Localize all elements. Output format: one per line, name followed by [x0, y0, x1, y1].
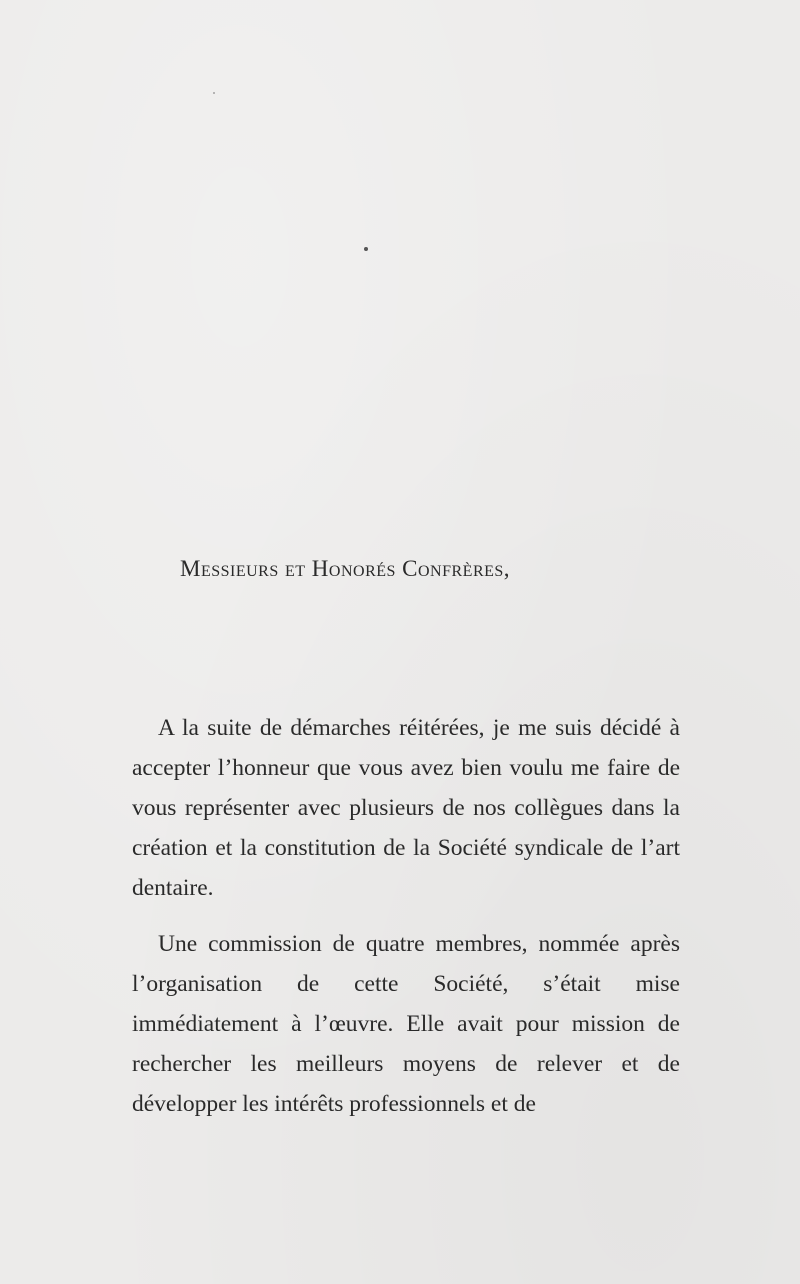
paragraph: Une commission de quatre membres, nommée après l’organisation de cette Société, s’était mise immédiatement à l’œuvre. Elle avait pour mission de rechercher les meilleurs moyens de relever et de développer les intérêts professionnels et de — [132, 931, 680, 1117]
paragraph: A la suite de démarches réitérées, je me suis décidé à accepter l’honneur que vous avez bien voulu me faire de vous représenter avec plusieurs de nos collègues dans la création et la constitution de la Société syndicale de l’art dentaire. — [132, 715, 680, 901]
ink-speck — [213, 92, 215, 94]
salutation: Messieurs et Honorés Confrères, — [180, 556, 511, 581]
ink-speck — [364, 247, 368, 251]
body-text — [132, 708, 680, 1124]
